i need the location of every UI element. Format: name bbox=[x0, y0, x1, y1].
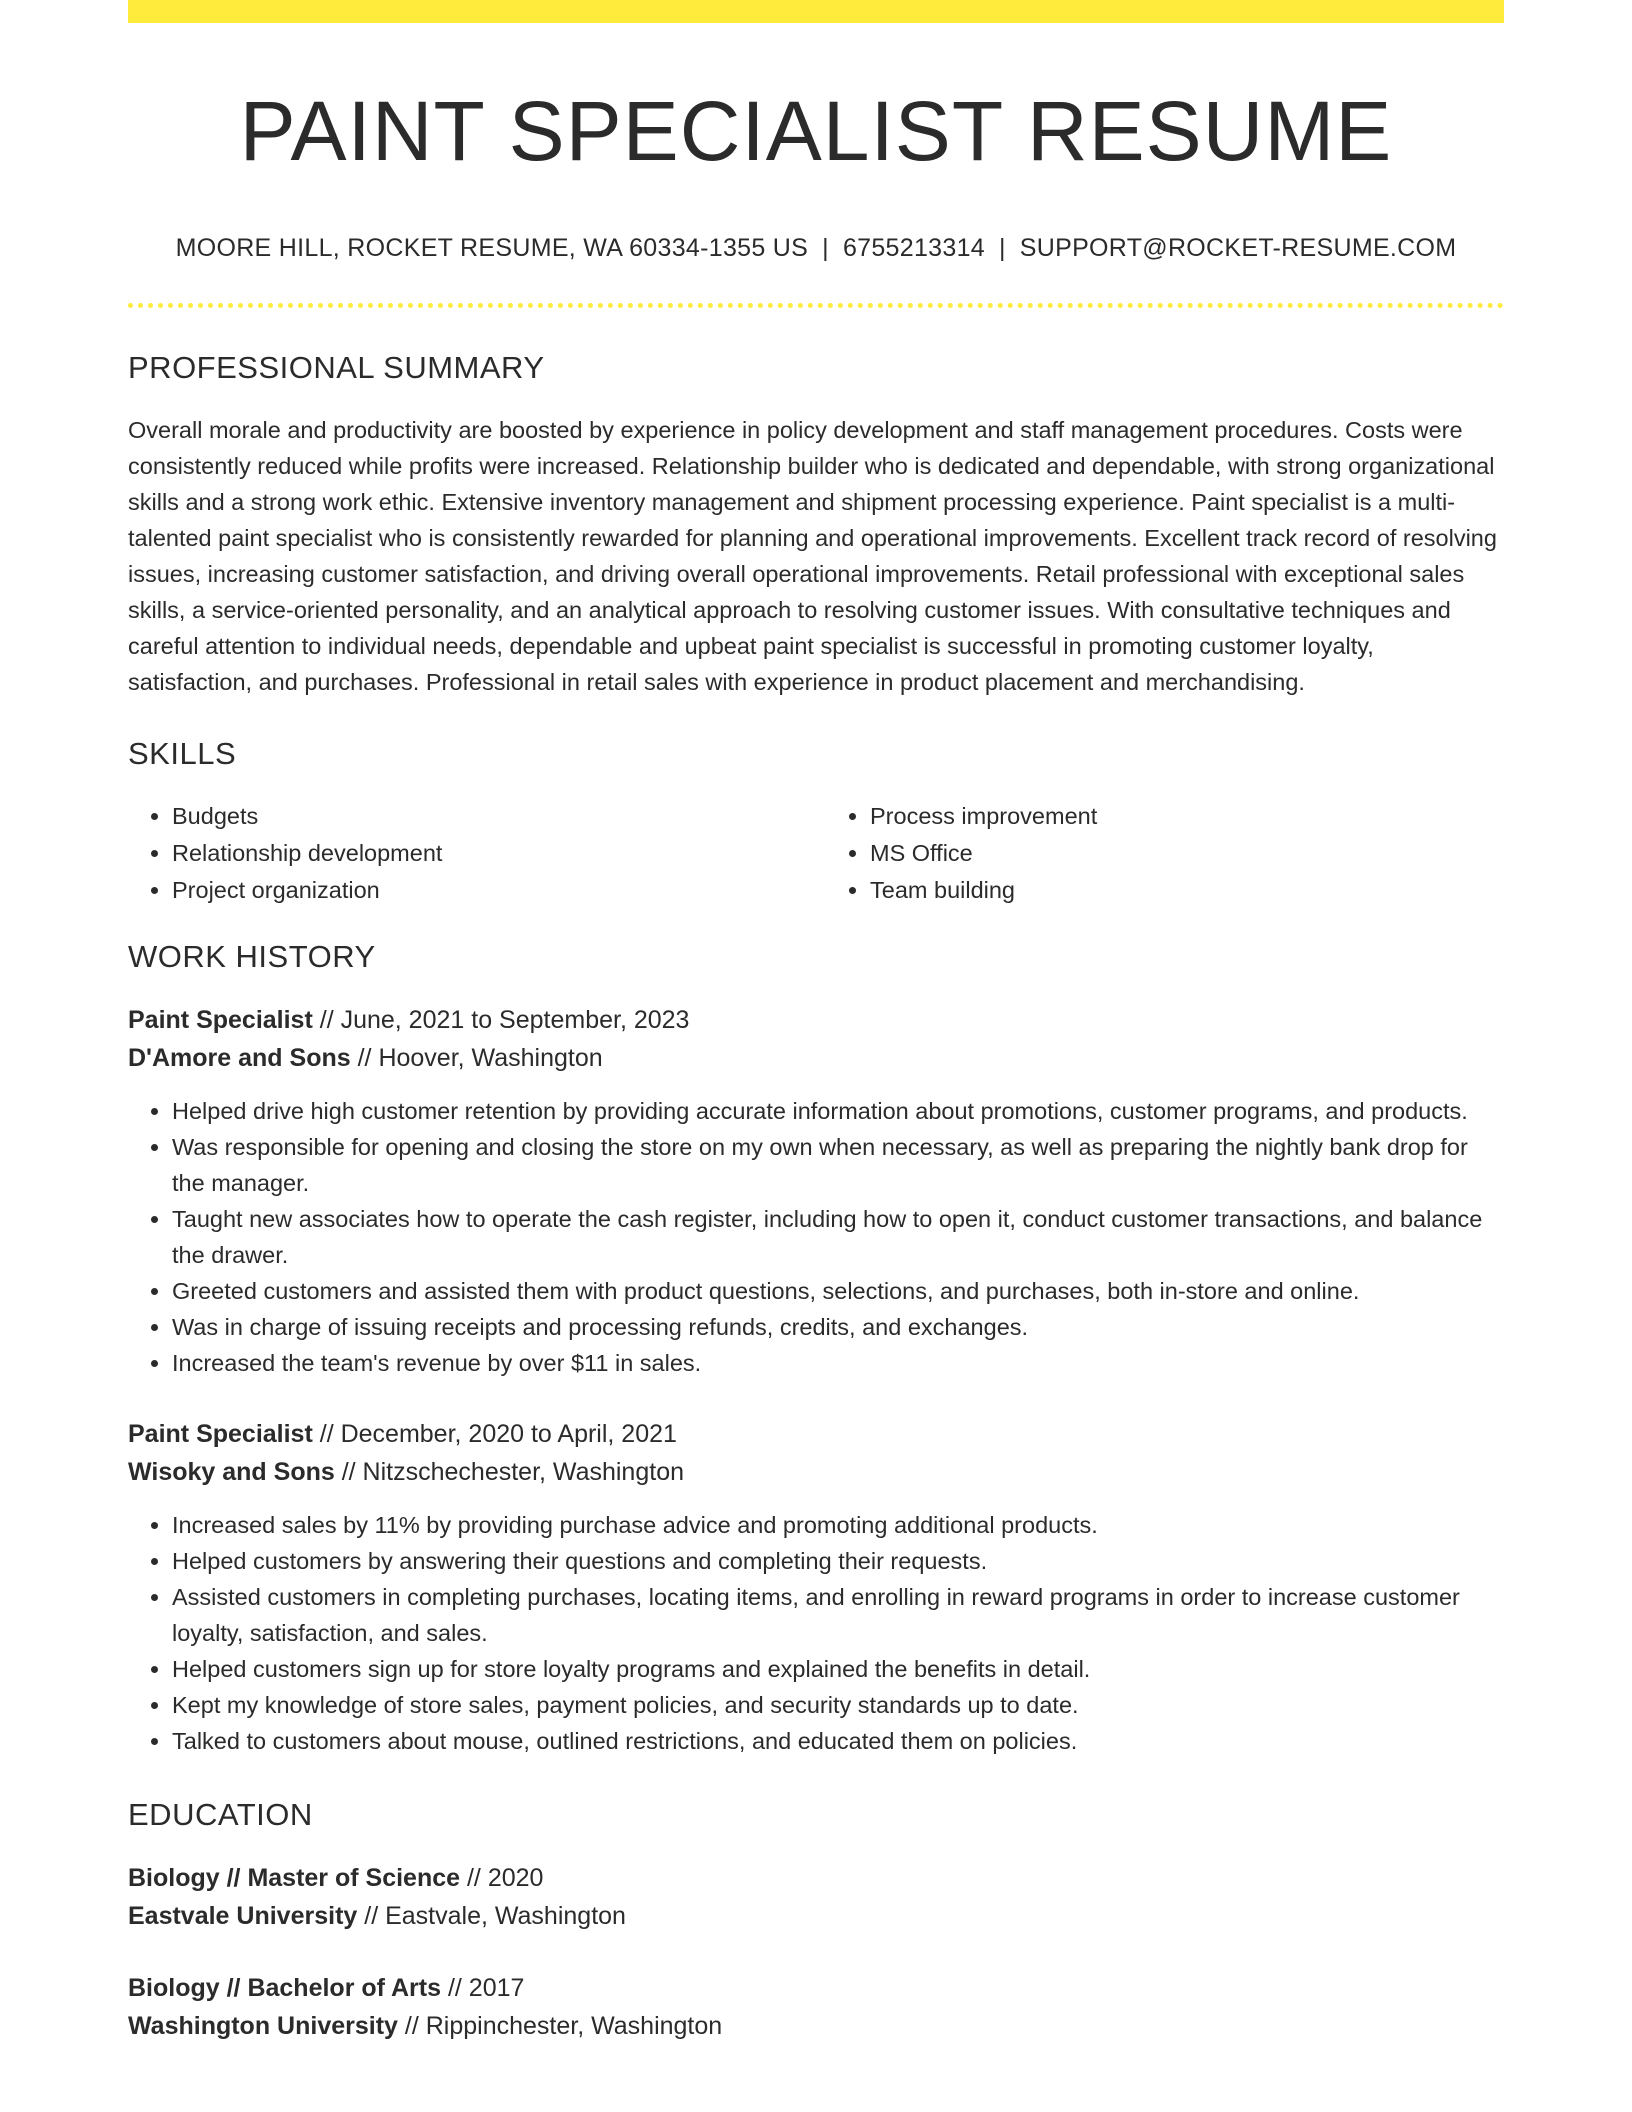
job-entry bbox=[128, 1001, 1504, 1381]
job-bullet: • Increased the team's revenue by over $11 in sales. bbox=[172, 1345, 1504, 1381]
job-title-line bbox=[128, 1001, 1504, 1039]
skill-item: • Budgets bbox=[172, 798, 806, 835]
contact-address: MOORE HILL, ROCKET RESUME, WA 60334-1355 US bbox=[175, 233, 809, 262]
skills-grid bbox=[128, 798, 1504, 909]
job-company-line bbox=[128, 1453, 1504, 1491]
education-degree-line bbox=[128, 1969, 1504, 2007]
work-history-heading: WORK HISTORY bbox=[128, 938, 376, 974]
summary-heading: PROFESSIONAL SUMMARY bbox=[128, 349, 545, 385]
education-location: // Rippinchester, Washington bbox=[397, 2011, 723, 2040]
education-school: Eastvale University bbox=[128, 1901, 358, 1930]
contact-email: SUPPORT@ROCKET-RESUME.COM bbox=[1019, 233, 1457, 262]
job-title-line bbox=[128, 1415, 1504, 1453]
job-location: // Nitzschechester, Washington bbox=[334, 1457, 684, 1486]
dotted-divider bbox=[128, 303, 1504, 308]
education-location: // Eastvale, Washington bbox=[357, 1901, 626, 1930]
job-title: Paint Specialist bbox=[128, 1005, 313, 1034]
contact-separator: | bbox=[998, 233, 1006, 262]
job-bullet: • Helped customers by answering their questions and completing their requests. bbox=[172, 1543, 1504, 1579]
job-bullets bbox=[128, 1093, 1504, 1381]
education-school-line bbox=[128, 2007, 1504, 2045]
job-bullet: • Assisted customers in completing purchases, locating items, and enrolling in reward programs in order to increase customer loyalty, satisfaction, and sales. bbox=[172, 1579, 1504, 1651]
job-company-line bbox=[128, 1039, 1504, 1077]
job-bullet: • Greeted customers and assisted them with product questions, selections, and purchases, both in-store and online. bbox=[172, 1273, 1504, 1309]
job-bullet: • Kept my knowledge of store sales, payment policies, and security standards up to date. bbox=[172, 1687, 1504, 1723]
skill-item: • Team building bbox=[870, 872, 1504, 909]
accent-top-bar bbox=[128, 0, 1504, 23]
education-degree: Biology // Master of Science bbox=[128, 1863, 461, 1892]
job-title: Paint Specialist bbox=[128, 1419, 313, 1448]
skill-item: • MS Office bbox=[870, 835, 1504, 872]
education-year: // 2020 bbox=[460, 1863, 544, 1892]
education-entry bbox=[128, 1859, 1504, 1935]
job-entry bbox=[128, 1415, 1504, 1759]
job-dates: // December, 2020 to April, 2021 bbox=[312, 1419, 677, 1448]
education-year: // 2017 bbox=[441, 1973, 525, 2002]
job-company: Wisoky and Sons bbox=[128, 1457, 335, 1486]
education-entry bbox=[128, 1969, 1504, 2045]
skill-item: • Project organization bbox=[172, 872, 806, 909]
contact-phone: 6755213314 bbox=[842, 233, 985, 262]
resume-title: PAINT SPECIALIST RESUME bbox=[239, 84, 1393, 178]
job-bullets bbox=[128, 1507, 1504, 1759]
education-school-line bbox=[128, 1897, 1504, 1935]
skill-item: • Process improvement bbox=[870, 798, 1504, 835]
job-company: D'Amore and Sons bbox=[128, 1043, 351, 1072]
skills-heading: SKILLS bbox=[128, 735, 237, 771]
summary-text: Overall morale and productivity are boosted by experience in policy development and staff management procedures. Costs were consistently reduced while profits were increased. Relationship builder who is dedicated and dependable, with strong organizational skills and a strong work ethic. Extensive inventory management and shipment processing experience. Paint specialist is a multi-talented paint specialist who is consistently rewarded for planning and operational improvements. Excellent track record of resolving issues, increasing customer satisfaction, and driving overall operational improvements. Retail professional with exceptional sales skills, a service-oriented personality, and an analytical approach to resolving customer issues. With consultative techniques and careful attention to individual needs, dependable and upbeat paint specialist is successful in promoting customer loyalty, satisfaction, and purchases. Professional in retail sales with experience in product placement and merchandising. bbox=[128, 416, 1497, 695]
job-bullet: • Talked to customers about mouse, outlined restrictions, and educated them on policies. bbox=[172, 1723, 1504, 1759]
job-location: // Hoover, Washington bbox=[350, 1043, 603, 1072]
contact-separator: | bbox=[822, 233, 829, 262]
education-school: Washington University bbox=[128, 2011, 398, 2040]
education-heading: EDUCATION bbox=[128, 1796, 313, 1832]
job-dates: // June, 2021 to September, 2023 bbox=[312, 1005, 690, 1034]
job-bullet: • Helped drive high customer retention by providing accurate information about promotions, customer programs, and products. bbox=[172, 1093, 1504, 1129]
job-bullet: • Taught new associates how to operate the cash register, including how to open it, conduct customer transactions, and balance the drawer. bbox=[172, 1201, 1504, 1273]
education-degree-line bbox=[128, 1859, 1504, 1897]
job-bullet: • Helped customers sign up for store loyalty programs and explained the benefits in detail. bbox=[172, 1651, 1504, 1687]
skill-item: • Relationship development bbox=[172, 835, 806, 872]
job-bullet: • Was in charge of issuing receipts and processing refunds, credits, and exchanges. bbox=[172, 1309, 1504, 1345]
job-bullet: • Was responsible for opening and closing the store on my own when necessary, as well as preparing the nightly bank drop for the manager. bbox=[172, 1129, 1504, 1201]
skills-list-right bbox=[826, 798, 1504, 909]
contact-line bbox=[128, 234, 1504, 263]
skills-list-left bbox=[128, 798, 806, 909]
resume-page bbox=[128, 0, 1504, 2045]
education-degree: Biology // Bachelor of Arts bbox=[128, 1973, 442, 2002]
job-bullet: • Increased sales by 11% by providing purchase advice and promoting additional products. bbox=[172, 1507, 1504, 1543]
